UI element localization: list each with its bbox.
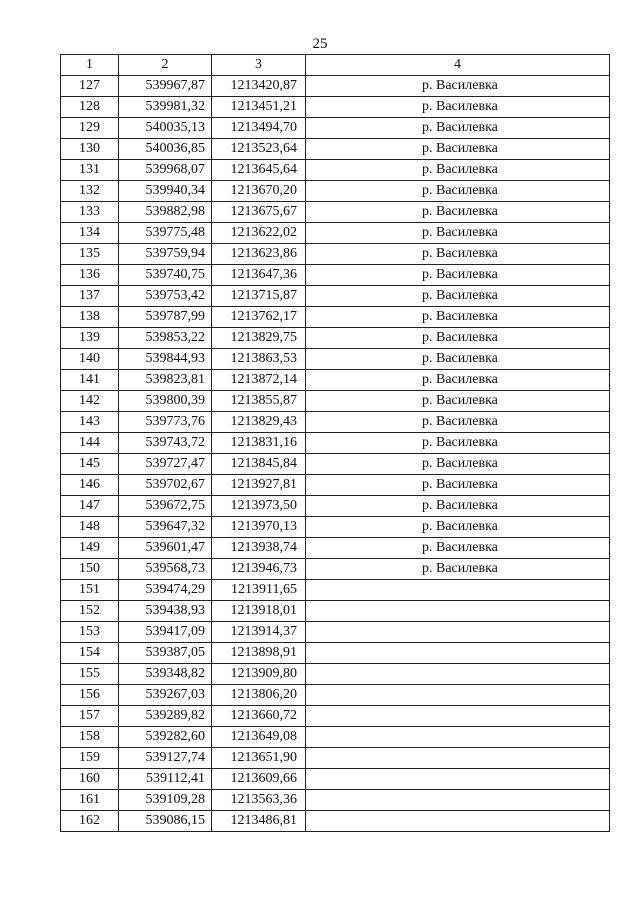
y-coordinate-cell: 1213420,87 <box>212 76 306 97</box>
description-cell <box>306 706 610 727</box>
table-row <box>61 748 610 769</box>
point-number-cell: 137 <box>61 286 119 307</box>
point-number-cell: 161 <box>61 790 119 811</box>
table-row <box>61 265 610 286</box>
x-coordinate-cell: 539568,73 <box>119 559 212 580</box>
point-number-cell: 142 <box>61 391 119 412</box>
description-cell: р. Василевка <box>306 265 610 286</box>
table-row <box>61 706 610 727</box>
column-header-2: 2 <box>119 55 212 76</box>
table-row <box>61 286 610 307</box>
point-number-cell: 127 <box>61 76 119 97</box>
point-number-cell: 145 <box>61 454 119 475</box>
x-coordinate-cell: 539968,07 <box>119 160 212 181</box>
description-cell <box>306 811 610 832</box>
y-coordinate-cell: 1213486,81 <box>212 811 306 832</box>
point-number-cell: 138 <box>61 307 119 328</box>
description-cell: р. Василевка <box>306 286 610 307</box>
y-coordinate-cell: 1213649,08 <box>212 727 306 748</box>
table-row <box>61 328 610 349</box>
point-number-cell: 143 <box>61 412 119 433</box>
table-row <box>61 475 610 496</box>
x-coordinate-cell: 539127,74 <box>119 748 212 769</box>
x-coordinate-cell: 539759,94 <box>119 244 212 265</box>
column-header-3: 3 <box>212 55 306 76</box>
point-number-cell: 157 <box>61 706 119 727</box>
x-coordinate-cell: 539474,29 <box>119 580 212 601</box>
y-coordinate-cell: 1213762,17 <box>212 307 306 328</box>
point-number-cell: 152 <box>61 601 119 622</box>
point-number-cell: 146 <box>61 475 119 496</box>
point-number-cell: 147 <box>61 496 119 517</box>
y-coordinate-cell: 1213609,66 <box>212 769 306 790</box>
description-cell: р. Василевка <box>306 97 610 118</box>
point-number-cell: 159 <box>61 748 119 769</box>
x-coordinate-cell: 539601,47 <box>119 538 212 559</box>
description-cell <box>306 601 610 622</box>
table-row <box>61 307 610 328</box>
table-row <box>61 517 610 538</box>
point-number-cell: 140 <box>61 349 119 370</box>
description-cell: р. Василевка <box>306 517 610 538</box>
y-coordinate-cell: 1213938,74 <box>212 538 306 559</box>
table-row <box>61 538 610 559</box>
description-cell: р. Василевка <box>306 223 610 244</box>
description-cell: р. Василевка <box>306 496 610 517</box>
x-coordinate-cell: 539740,75 <box>119 265 212 286</box>
description-cell <box>306 790 610 811</box>
x-coordinate-cell: 539647,32 <box>119 517 212 538</box>
table-row <box>61 76 610 97</box>
table-row <box>61 433 610 454</box>
table-row <box>61 496 610 517</box>
description-cell <box>306 643 610 664</box>
x-coordinate-cell: 539438,93 <box>119 601 212 622</box>
point-number-cell: 154 <box>61 643 119 664</box>
x-coordinate-cell: 539086,15 <box>119 811 212 832</box>
table-row <box>61 559 610 580</box>
table-row <box>61 97 610 118</box>
y-coordinate-cell: 1213563,36 <box>212 790 306 811</box>
coordinates-table-container <box>60 54 610 832</box>
y-coordinate-cell: 1213872,14 <box>212 370 306 391</box>
table-row <box>61 118 610 139</box>
table-row <box>61 580 610 601</box>
point-number-cell: 149 <box>61 538 119 559</box>
point-number-cell: 135 <box>61 244 119 265</box>
x-coordinate-cell: 539727,47 <box>119 454 212 475</box>
table-row <box>61 349 610 370</box>
table-row <box>61 769 610 790</box>
point-number-cell: 160 <box>61 769 119 790</box>
y-coordinate-cell: 1213829,43 <box>212 412 306 433</box>
x-coordinate-cell: 539109,28 <box>119 790 212 811</box>
x-coordinate-cell: 539348,82 <box>119 664 212 685</box>
description-cell: р. Василевка <box>306 202 610 223</box>
y-coordinate-cell: 1213973,50 <box>212 496 306 517</box>
y-coordinate-cell: 1213622,02 <box>212 223 306 244</box>
x-coordinate-cell: 539800,39 <box>119 391 212 412</box>
table-row <box>61 790 610 811</box>
point-number-cell: 148 <box>61 517 119 538</box>
description-cell: р. Василевка <box>306 391 610 412</box>
x-coordinate-cell: 539267,03 <box>119 685 212 706</box>
x-coordinate-cell: 539853,22 <box>119 328 212 349</box>
description-cell: р. Василевка <box>306 475 610 496</box>
y-coordinate-cell: 1213831,16 <box>212 433 306 454</box>
description-cell <box>306 769 610 790</box>
y-coordinate-cell: 1213911,65 <box>212 580 306 601</box>
description-cell: р. Василевка <box>306 244 610 265</box>
table-row <box>61 727 610 748</box>
table-row <box>61 139 610 160</box>
y-coordinate-cell: 1213946,73 <box>212 559 306 580</box>
coordinates-table <box>60 54 610 832</box>
y-coordinate-cell: 1213918,01 <box>212 601 306 622</box>
description-cell <box>306 664 610 685</box>
y-coordinate-cell: 1213863,53 <box>212 349 306 370</box>
x-coordinate-cell: 539417,09 <box>119 622 212 643</box>
table-body <box>61 76 610 832</box>
table-header-row <box>61 55 610 76</box>
x-coordinate-cell: 539775,48 <box>119 223 212 244</box>
table-row <box>61 643 610 664</box>
description-cell <box>306 727 610 748</box>
table-row <box>61 181 610 202</box>
table-row <box>61 244 610 265</box>
column-header-1: 1 <box>61 55 119 76</box>
y-coordinate-cell: 1213909,80 <box>212 664 306 685</box>
point-number-cell: 131 <box>61 160 119 181</box>
description-cell: р. Василевка <box>306 328 610 349</box>
table-row <box>61 391 610 412</box>
x-coordinate-cell: 539882,98 <box>119 202 212 223</box>
description-cell: р. Василевка <box>306 559 610 580</box>
description-cell: р. Василевка <box>306 433 610 454</box>
table-row <box>61 685 610 706</box>
table-row <box>61 622 610 643</box>
description-cell: р. Василевка <box>306 349 610 370</box>
page-number: 25 <box>312 36 328 52</box>
point-number-cell: 133 <box>61 202 119 223</box>
table-row <box>61 811 610 832</box>
column-header-4: 4 <box>306 55 610 76</box>
table-row <box>61 223 610 244</box>
table-row <box>61 160 610 181</box>
point-number-cell: 134 <box>61 223 119 244</box>
x-coordinate-cell: 539282,60 <box>119 727 212 748</box>
table-row <box>61 202 610 223</box>
point-number-cell: 155 <box>61 664 119 685</box>
y-coordinate-cell: 1213660,72 <box>212 706 306 727</box>
x-coordinate-cell: 539672,75 <box>119 496 212 517</box>
description-cell <box>306 748 610 769</box>
y-coordinate-cell: 1213451,21 <box>212 97 306 118</box>
point-number-cell: 139 <box>61 328 119 349</box>
point-number-cell: 162 <box>61 811 119 832</box>
description-cell <box>306 580 610 601</box>
description-cell: р. Василевка <box>306 76 610 97</box>
description-cell: р. Василевка <box>306 538 610 559</box>
x-coordinate-cell: 539702,67 <box>119 475 212 496</box>
point-number-cell: 129 <box>61 118 119 139</box>
y-coordinate-cell: 1213970,13 <box>212 517 306 538</box>
description-cell: р. Василевка <box>306 118 610 139</box>
x-coordinate-cell: 539787,99 <box>119 307 212 328</box>
point-number-cell: 136 <box>61 265 119 286</box>
y-coordinate-cell: 1213494,70 <box>212 118 306 139</box>
table-row <box>61 454 610 475</box>
y-coordinate-cell: 1213898,91 <box>212 643 306 664</box>
description-cell <box>306 685 610 706</box>
point-number-cell: 141 <box>61 370 119 391</box>
x-coordinate-cell: 539753,42 <box>119 286 212 307</box>
x-coordinate-cell: 540036,85 <box>119 139 212 160</box>
table-row <box>61 412 610 433</box>
point-number-cell: 132 <box>61 181 119 202</box>
x-coordinate-cell: 539967,87 <box>119 76 212 97</box>
point-number-cell: 130 <box>61 139 119 160</box>
point-number-cell: 151 <box>61 580 119 601</box>
x-coordinate-cell: 539981,32 <box>119 97 212 118</box>
y-coordinate-cell: 1213675,67 <box>212 202 306 223</box>
description-cell: р. Василевка <box>306 181 610 202</box>
x-coordinate-cell: 539940,34 <box>119 181 212 202</box>
table-row <box>61 370 610 391</box>
y-coordinate-cell: 1213623,86 <box>212 244 306 265</box>
x-coordinate-cell: 539112,41 <box>119 769 212 790</box>
y-coordinate-cell: 1213927,81 <box>212 475 306 496</box>
y-coordinate-cell: 1213651,90 <box>212 748 306 769</box>
description-cell <box>306 622 610 643</box>
y-coordinate-cell: 1213670,20 <box>212 181 306 202</box>
y-coordinate-cell: 1213829,75 <box>212 328 306 349</box>
point-number-cell: 153 <box>61 622 119 643</box>
y-coordinate-cell: 1213523,64 <box>212 139 306 160</box>
y-coordinate-cell: 1213914,37 <box>212 622 306 643</box>
x-coordinate-cell: 539773,76 <box>119 412 212 433</box>
y-coordinate-cell: 1213855,87 <box>212 391 306 412</box>
x-coordinate-cell: 539743,72 <box>119 433 212 454</box>
description-cell: р. Василевка <box>306 454 610 475</box>
x-coordinate-cell: 539387,05 <box>119 643 212 664</box>
description-cell: р. Василевка <box>306 412 610 433</box>
point-number-cell: 128 <box>61 97 119 118</box>
y-coordinate-cell: 1213647,36 <box>212 265 306 286</box>
x-coordinate-cell: 539823,81 <box>119 370 212 391</box>
x-coordinate-cell: 539844,93 <box>119 349 212 370</box>
x-coordinate-cell: 539289,82 <box>119 706 212 727</box>
description-cell: р. Василевка <box>306 307 610 328</box>
description-cell: р. Василевка <box>306 139 610 160</box>
table-row <box>61 601 610 622</box>
point-number-cell: 158 <box>61 727 119 748</box>
point-number-cell: 156 <box>61 685 119 706</box>
description-cell: р. Василевка <box>306 160 610 181</box>
description-cell: р. Василевка <box>306 370 610 391</box>
x-coordinate-cell: 540035,13 <box>119 118 212 139</box>
point-number-cell: 150 <box>61 559 119 580</box>
y-coordinate-cell: 1213715,87 <box>212 286 306 307</box>
y-coordinate-cell: 1213806,20 <box>212 685 306 706</box>
y-coordinate-cell: 1213845,84 <box>212 454 306 475</box>
y-coordinate-cell: 1213645,64 <box>212 160 306 181</box>
table-row <box>61 664 610 685</box>
point-number-cell: 144 <box>61 433 119 454</box>
